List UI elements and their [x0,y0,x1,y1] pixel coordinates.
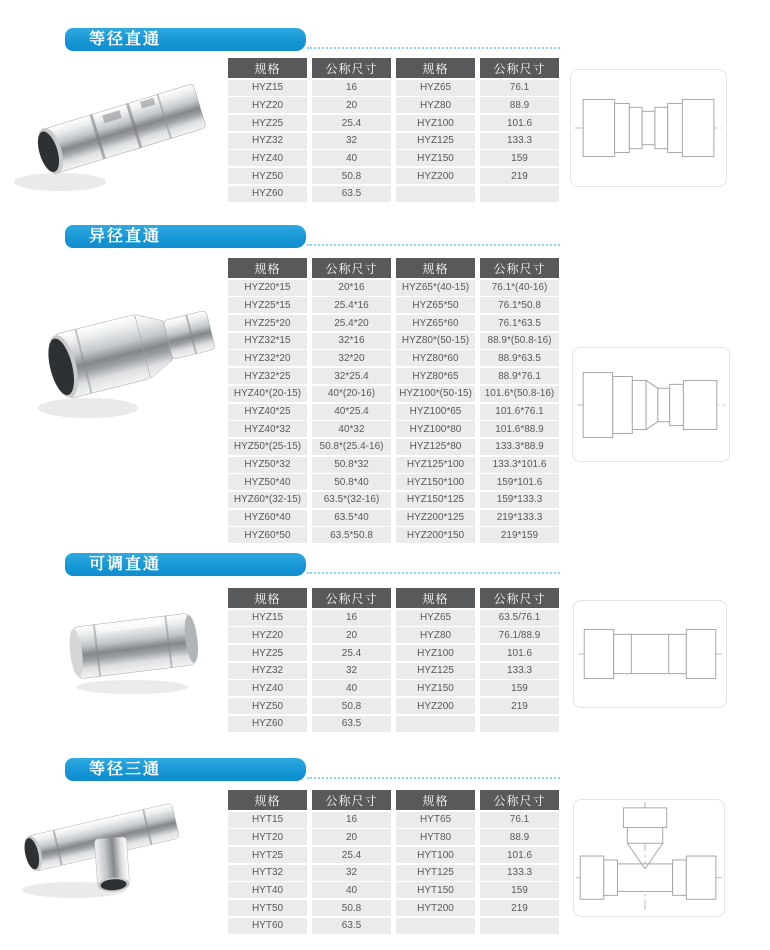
size-cell: 16 [312,80,391,96]
section-title: 等径直通 [89,31,162,48]
spec-cell: HYT150 [396,882,475,898]
spec-cell: HYZ80 [396,97,475,113]
size-cell: 20*16 [312,280,391,296]
size-cell: 20 [312,627,391,643]
spec-cell: HYT32 [228,865,307,881]
spec-cell: HYZ80*65 [396,368,475,384]
size-cell: 133.3 [480,133,559,149]
spec-tables-adjustable-coupling [228,588,559,732]
spec-cell: HYZ150 [396,150,475,166]
size-cell: 219*159 [480,527,559,543]
equal-coupling-photo [8,72,213,197]
spec-cell: HYZ25 [228,645,307,661]
spec-cell: HYT100 [396,847,475,863]
size-cell [480,918,559,934]
spec-cell: HYZ200*150 [396,527,475,543]
spec-cell: HYZ40*(20-15) [228,386,307,402]
spec-cell [396,918,475,934]
spec-cell: HYZ50*40 [228,474,307,490]
size-cell: 63.5*(32-16) [312,492,391,508]
equal-coupling-diagram [570,69,727,187]
spec-cell: HYZ200 [396,698,475,714]
column-header-size: 公称尺寸 [312,258,391,278]
size-cell: 25.4 [312,645,391,661]
spec-cell: HYZ40*32 [228,421,307,437]
size-cell: 101.6 [480,115,559,131]
section-title: 等径三通 [89,761,162,778]
column-header-spec: 规格 [396,258,475,278]
spec-cell: HYZ65 [396,610,475,626]
size-cell: 40 [312,680,391,696]
section-banner-equal-tee [65,758,306,781]
dashed-divider [307,777,560,779]
size-cell: 159 [480,882,559,898]
size-cell: 50.8*(25.4-16) [312,439,391,455]
column-header-spec: 规格 [228,588,307,608]
spec-table [228,790,391,934]
column-header-spec: 规格 [396,790,475,810]
spec-cell: HYZ20 [228,627,307,643]
spec-cell: HYZ25*15 [228,297,307,313]
section-banner-adjustable-coupling [65,553,306,576]
spec-cell: HYZ60*(32-15) [228,492,307,508]
adjustable-coupling-diagram [573,600,727,708]
size-cell: 88.9*63.5 [480,350,559,366]
spec-tables-equal-coupling [228,58,559,202]
spec-cell: HYT50 [228,900,307,916]
spec-cell: HYZ32 [228,133,307,149]
size-cell: 76.1*50.8 [480,297,559,313]
spec-cell: HYZ50*32 [228,457,307,473]
reducing-coupling-diagram [572,347,730,462]
spec-cell: HYZ25 [228,115,307,131]
column-header-size: 公称尺寸 [480,588,559,608]
spec-tables-equal-tee [228,790,559,934]
size-cell: 159*101.6 [480,474,559,490]
size-cell: 101.6 [480,645,559,661]
spec-cell: HYZ15 [228,610,307,626]
spec-cell: HYZ15 [228,80,307,96]
size-cell: 101.6*(50.8-16) [480,386,559,402]
size-cell: 32*16 [312,333,391,349]
column-header-spec: 规格 [228,258,307,278]
spec-cell: HYZ60 [228,186,307,202]
spec-table [228,588,391,732]
spec-cell: HYZ32*15 [228,333,307,349]
spec-cell: HYZ40 [228,680,307,696]
size-cell: 88.9 [480,97,559,113]
spec-cell: HYZ125*80 [396,439,475,455]
spec-cell: HYZ100 [396,645,475,661]
spec-cell: HYZ40*25 [228,404,307,420]
spec-cell: HYZ80*(50-15) [396,333,475,349]
spec-cell: HYZ100*65 [396,404,475,420]
size-cell: 25.4 [312,847,391,863]
spec-cell: HYZ50*(25-15) [228,439,307,455]
size-cell: 219 [480,168,559,184]
column-header-spec: 规格 [228,58,307,78]
size-cell: 63.5/76.1 [480,610,559,626]
spec-table [228,258,391,543]
spec-cell: HYZ50 [228,168,307,184]
size-cell: 25.4 [312,115,391,131]
size-cell: 76.1*63.5 [480,315,559,331]
size-cell: 20 [312,97,391,113]
size-cell: 32*20 [312,350,391,366]
size-cell: 101.6*88.9 [480,421,559,437]
size-cell: 32 [312,663,391,679]
spec-cell [396,716,475,732]
size-cell: 219*133.3 [480,510,559,526]
spec-cell: HYT40 [228,882,307,898]
spec-cell: HYZ32 [228,663,307,679]
spec-table [228,58,391,202]
size-cell: 133.3*88.9 [480,439,559,455]
column-header-size: 公称尺寸 [480,258,559,278]
size-cell: 50.8 [312,698,391,714]
spec-cell: HYZ100*80 [396,421,475,437]
section-banner-reducing-coupling [65,225,306,248]
size-cell: 40*(20-16) [312,386,391,402]
equal-tee-photo [12,782,187,904]
column-header-size: 公称尺寸 [312,588,391,608]
spec-cell: HYZ20 [228,97,307,113]
size-cell: 40 [312,882,391,898]
size-cell: 219 [480,900,559,916]
size-cell: 16 [312,812,391,828]
spec-table [396,588,559,732]
section-title: 可调直通 [89,556,162,573]
section-banner-equal-coupling [65,28,306,51]
spec-table [396,258,559,543]
size-cell: 32*25.4 [312,368,391,384]
size-cell: 101.6 [480,847,559,863]
size-cell [480,716,559,732]
column-header-size: 公称尺寸 [480,58,559,78]
spec-cell: HYZ125*100 [396,457,475,473]
spec-cell: HYZ25*20 [228,315,307,331]
size-cell: 219 [480,698,559,714]
column-header-spec: 规格 [396,58,475,78]
adjustable-coupling-photo [62,603,207,698]
size-cell: 88.9*(50.8-16) [480,333,559,349]
spec-cell: HYT125 [396,865,475,881]
column-header-size: 公称尺寸 [480,790,559,810]
spec-cell: HYZ60*40 [228,510,307,526]
spec-cell: HYT20 [228,829,307,845]
spec-cell: HYZ65 [396,80,475,96]
spec-cell: HYT60 [228,918,307,934]
spec-tables-reducing-coupling [228,258,559,543]
spec-cell: HYZ100 [396,115,475,131]
spec-cell: HYZ60 [228,716,307,732]
size-cell: 32 [312,133,391,149]
reducing-coupling-photo [30,282,220,427]
size-cell: 133.3 [480,663,559,679]
size-cell: 133.3 [480,865,559,881]
spec-cell: HYZ50 [228,698,307,714]
spec-cell: HYT200 [396,900,475,916]
spec-cell: HYZ65*60 [396,315,475,331]
size-cell: 159 [480,150,559,166]
size-cell: 40 [312,150,391,166]
size-cell: 63.5*50.8 [312,527,391,543]
dashed-divider [307,244,560,246]
spec-table [396,790,559,934]
spec-cell: HYT25 [228,847,307,863]
spec-cell: HYZ32*25 [228,368,307,384]
size-cell: 76.1 [480,80,559,96]
size-cell: 25.4*20 [312,315,391,331]
spec-cell: HYZ40 [228,150,307,166]
size-cell: 50.8*40 [312,474,391,490]
spec-cell: HYT15 [228,812,307,828]
spec-cell: HYZ150 [396,680,475,696]
spec-cell: HYZ20*15 [228,280,307,296]
size-cell: 63.5 [312,186,391,202]
size-cell: 63.5 [312,918,391,934]
spec-cell [396,186,475,202]
size-cell: 50.8*32 [312,457,391,473]
spec-cell: HYZ200*125 [396,510,475,526]
size-cell: 20 [312,829,391,845]
dashed-divider [307,47,560,49]
spec-cell: HYZ65*(40-15) [396,280,475,296]
size-cell: 133.3*101.6 [480,457,559,473]
size-cell: 50.8 [312,168,391,184]
spec-cell: HYZ80 [396,627,475,643]
size-cell: 40*25.4 [312,404,391,420]
size-cell: 159*133.3 [480,492,559,508]
column-header-spec: 规格 [228,790,307,810]
spec-cell: HYZ200 [396,168,475,184]
spec-cell: HYZ150*125 [396,492,475,508]
size-cell: 50.8 [312,900,391,916]
size-cell: 88.9*76.1 [480,368,559,384]
size-cell: 40*32 [312,421,391,437]
size-cell: 76.1 [480,812,559,828]
spec-cell: HYZ32*20 [228,350,307,366]
section-title: 异径直通 [89,228,162,245]
size-cell: 88.9 [480,829,559,845]
size-cell: 32 [312,865,391,881]
size-cell: 76.1/88.9 [480,627,559,643]
size-cell: 16 [312,610,391,626]
equal-tee-diagram [573,799,725,917]
column-header-size: 公称尺寸 [312,58,391,78]
size-cell: 63.5*40 [312,510,391,526]
dashed-divider [307,572,560,574]
size-cell: 101.6*76.1 [480,404,559,420]
size-cell: 25.4*16 [312,297,391,313]
spec-cell: HYZ125 [396,663,475,679]
size-cell: 159 [480,680,559,696]
size-cell: 76.1*(40-16) [480,280,559,296]
spec-cell: HYZ125 [396,133,475,149]
spec-cell: HYZ80*60 [396,350,475,366]
spec-cell: HYT65 [396,812,475,828]
spec-cell: HYZ65*50 [396,297,475,313]
spec-table [396,58,559,202]
size-cell [480,186,559,202]
spec-cell: HYZ100*(50-15) [396,386,475,402]
column-header-spec: 规格 [396,588,475,608]
size-cell: 63.5 [312,716,391,732]
spec-cell: HYZ60*50 [228,527,307,543]
spec-cell: HYZ150*100 [396,474,475,490]
column-header-size: 公称尺寸 [312,790,391,810]
spec-cell: HYT80 [396,829,475,845]
